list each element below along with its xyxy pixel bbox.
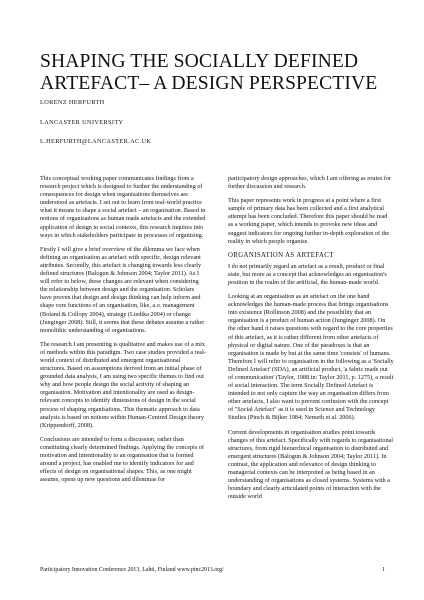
abstract-paragraph: This conceptual working paper communicates findings from a research project which is designed to further the understanding of consequences for design when organisations themselves are understood as artefacts. I set out to learn from real-world practice what it means to shape a social artefact – an organisation. Based in notions of organisations as human made artefacts and the extended application of design to social contexts, this research inquires into ways in which stakeholders participate in processes of organising. — [40, 175, 206, 239]
author-affiliation: LANCASTER UNIVERSITY — [40, 119, 124, 126]
left-column — [40, 175, 206, 490]
author-email: L.HERFURTH@LANCASTER.AC.UK — [40, 138, 152, 145]
body-paragraph: Firstly I will give a brief overview of the dilemma we face when defining an organisation as artefact with specific, design relevant attributes. Secondly, this artefact is changing towards less clearly defined structures (Balogun & Johnson 2004; Taylor 2011). As I will refer to below, these changes are relevant when considering the relationship between design and the organisation. Scholars have proven that design and design thinking can help inform and shape core functions of an organisation, like, a.o. management (Boland & Collopy 2004), strategy (Liedtka 2004) or change (Junginger 2008). Still, it seems that these debates assume a rather monolithic understanding of organisations. — [40, 245, 205, 334]
body-paragraph: participatory design approaches, which I am offering as routes for further discussion and research. — [228, 175, 392, 191]
body-paragraph: Looking at an organisation as an artefact on the one hand acknowledges the human-made process that brings organisations into existence (Rollinson 2008) and the possibility that an organisation is a product of human action (Junginger 2008). On the other hand it raises questions with regard to the core properties of this artefact, as it is rather different from other artefacts of physical or digital nature. One of the paradoxes is that an organisation is made by but at the same time 'consists' of humans. Therefore I will refer to organisation in the following as a 'Socially Defined Artefact' (SDA), an artificial product, 'a fabric made out of communication' (Taylor, 1988 in: Taylor 2011, p. 1275), a result of social interaction. The term Socially Defined Artefact is intended to not only capture the way an organisation differs from other artefacts, I also want to prevent confusion with the concept of "Social Artefact" as it is used in Science and Technology Studies (Pinch & Bijker 1984; Nemeth et al. 2006). — [228, 293, 394, 422]
body-paragraph: The research I am presenting is qualitative and makes use of a mix of methods within this paradigm. Two case studies provided a real-world context of distributed and emergent organisational structures. Based on assumptions derived from an initial phase of grounded data analysis, I am using two specific themes to find out why and how people design the social activity of shaping an organisation. Motivation and intentionality are used as design-relevant concepts to identify dimensions of design in the social process of shaping organisations. This thematic approach to data analysis is based on notions within Human-Centred Design theory (Krippendorff, 2008). — [40, 340, 206, 429]
body-paragraph: I do not primarily regard an artefact as a result, product or final state, but more as a concept that acknowledges an organisation's position in the realm of the artificial, the human-made world. — [228, 262, 387, 286]
body-paragraph: Conclusions are intended to form a discussion, rather than constituting clearly determined findings. Applying the concepts of motivation and intentionality to an organisation that is formed around a project, has enabled me to identify indicators for and effects of design on organisational shapes. This, as one might assume, opens up new questions and dilemmas for — [40, 435, 204, 484]
right-column — [228, 175, 394, 507]
paper-title: SHAPING THE SOCIALLY DEFINED ARTEFACT– A DESIGN PERSPECTIVE — [40, 51, 378, 94]
footer-conference: Participatory Innovation Conference 2013, Lahti, Finland www.pinc2013.org/ — [40, 567, 224, 573]
body-paragraph: This paper represents work in progress at a point where a first sample of primary data has been collected and a first analytical attempt has been concluded. Therefore this paper should be read as a working paper, which intends to provoke new ideas and suggest indicators for ongoing further in-depth exploration of the reality in which people organise. — [228, 197, 390, 245]
section-heading: ORGANISATION AS ARTEFACT — [228, 251, 334, 259]
page-number: 1 — [382, 567, 385, 573]
page-footer — [40, 567, 385, 573]
body-paragraph: Current developments in organisation studies point towards changes of this artefact. Specifically with regards to organisational structures, from rigid hierarchical organisation to distributed and emergent structures (Balogun & Johnson 2004; Taylor 2011). In contrast, the application and relevance of design thinking to managerial contexts can be interpreted as being based in an understanding of organisations as closed systems. Systems with a boundary and clearly articulated points of interaction with the outside world — [228, 428, 394, 501]
author-name: LORENZ HERFURTH — [40, 99, 105, 106]
